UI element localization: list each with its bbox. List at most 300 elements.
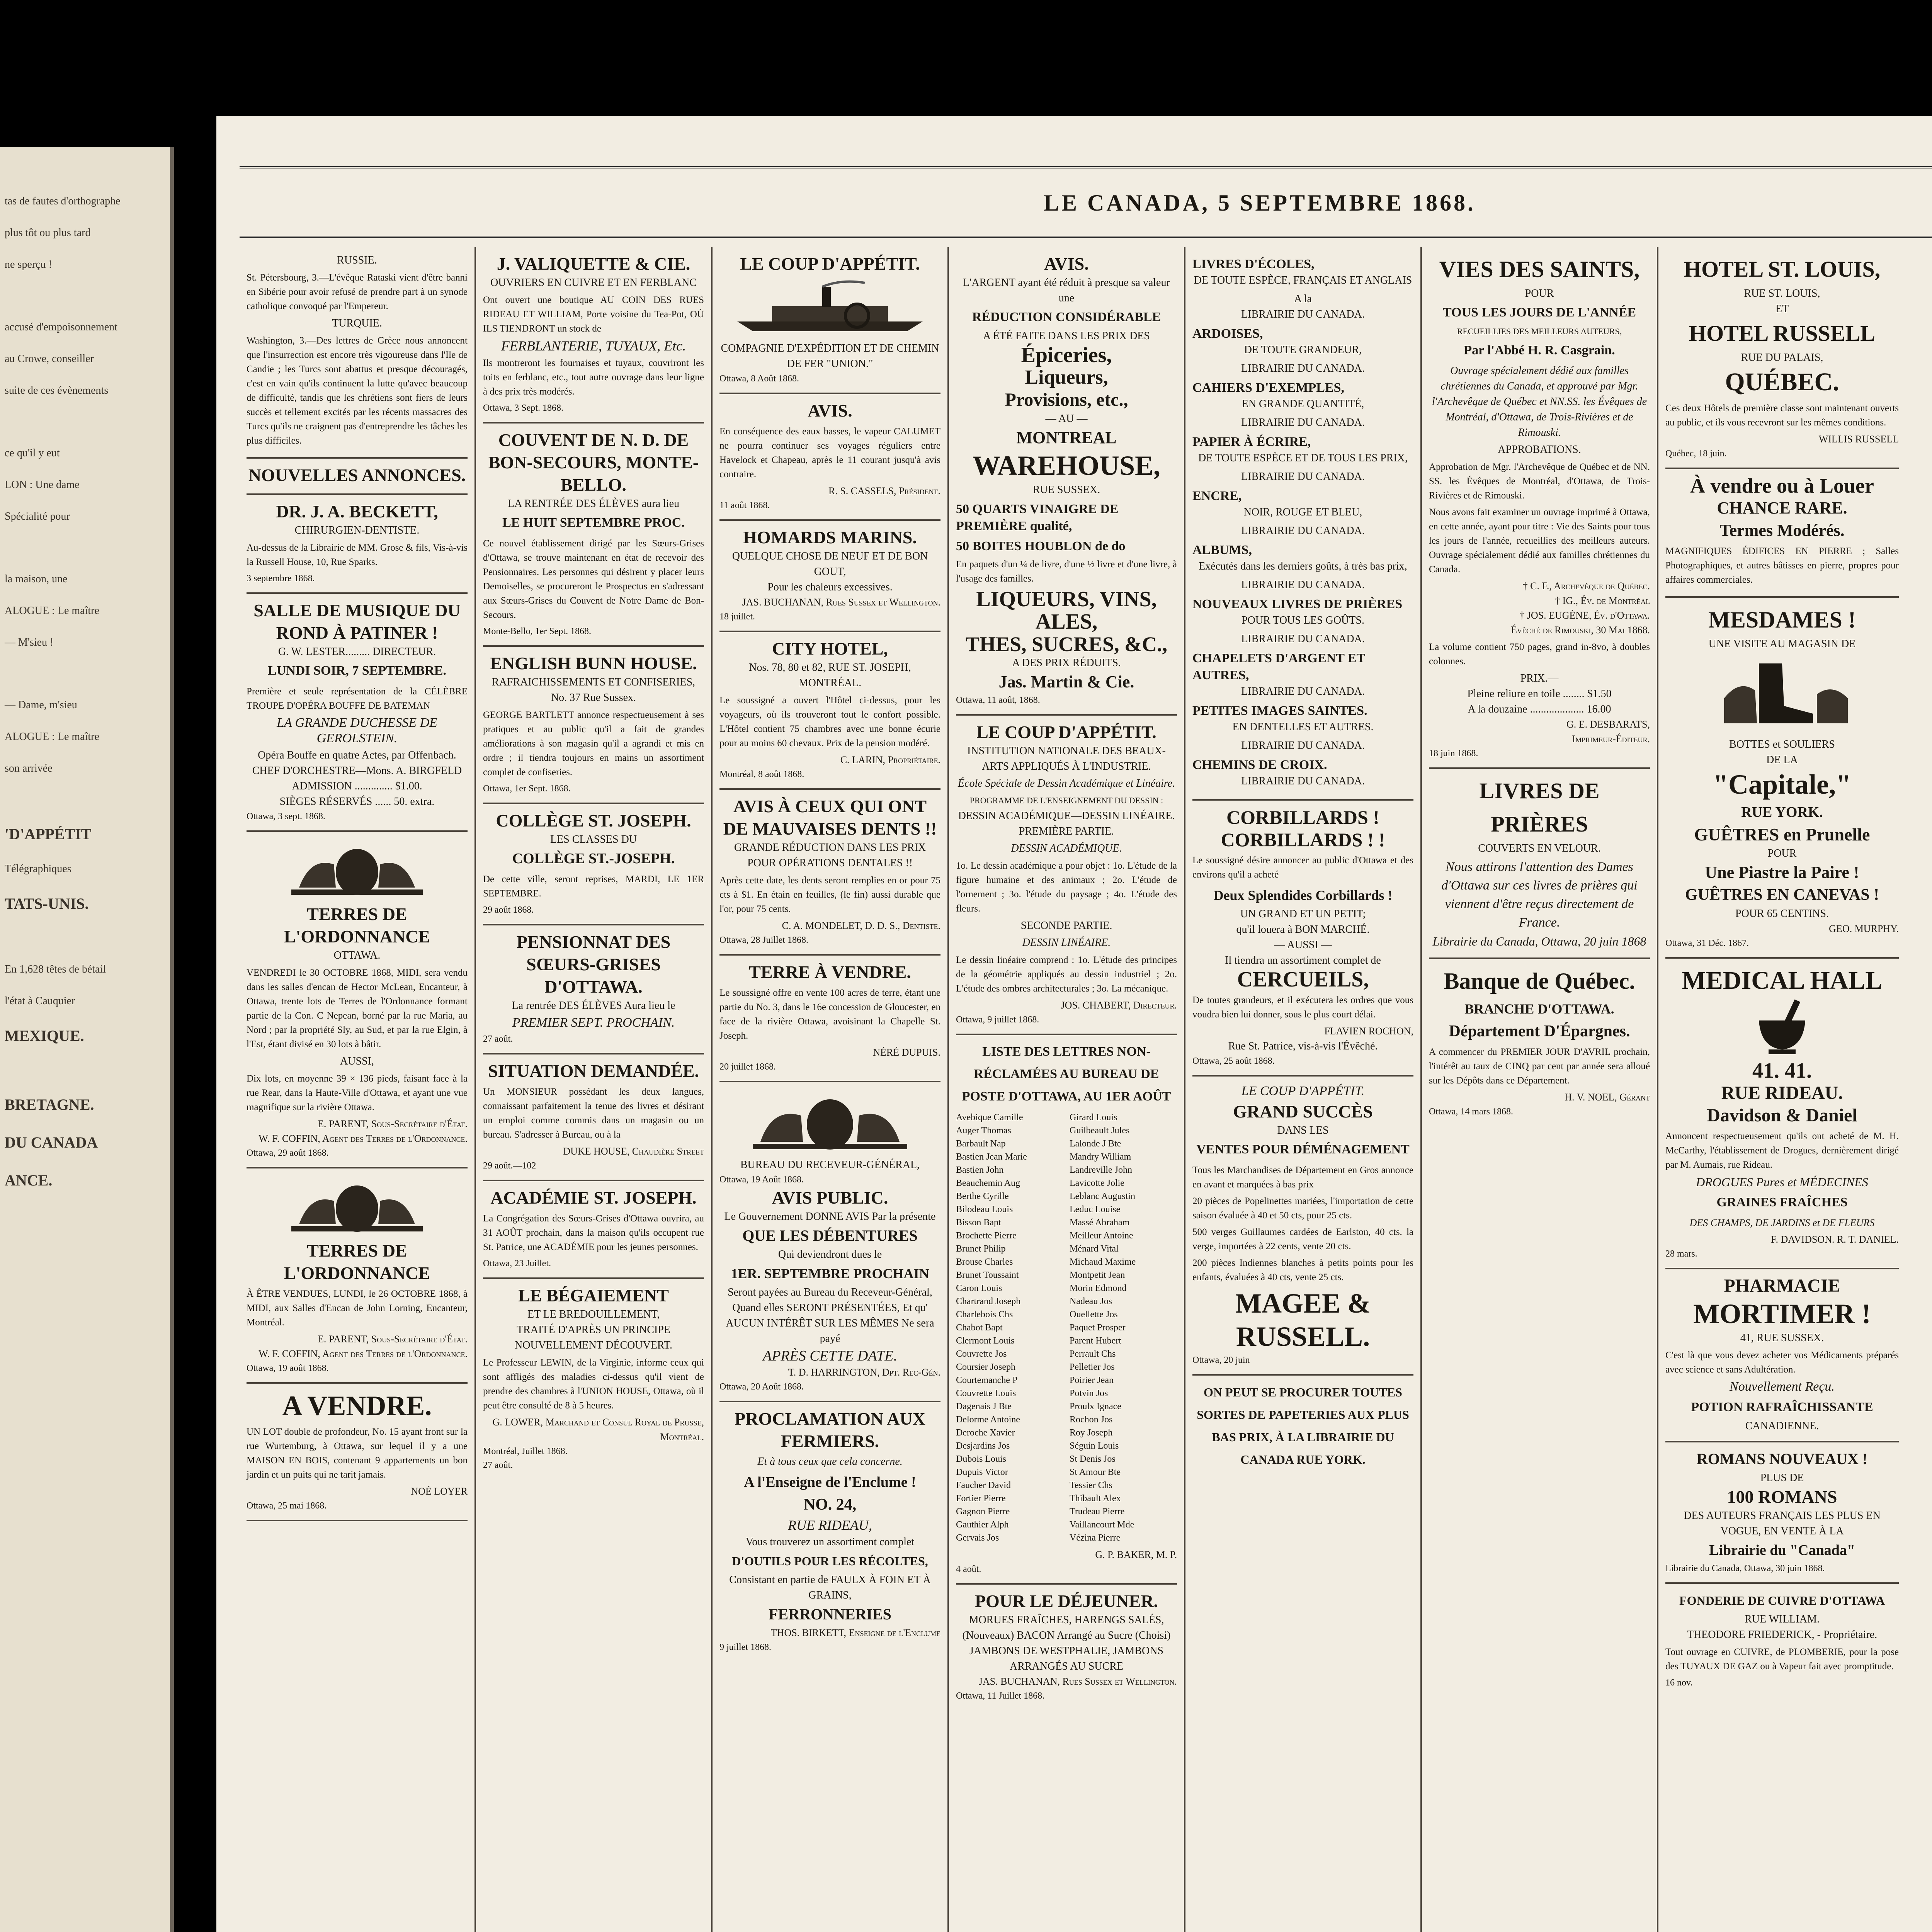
left-fragment-line: accusé d'empoisonnement bbox=[5, 321, 117, 333]
ad-date: 16 nov. bbox=[1665, 1678, 1693, 1688]
letter-name: Caron Louis bbox=[956, 1283, 1002, 1293]
letter-name: Ménard Vital bbox=[1070, 1244, 1119, 1254]
ad-text: A ÉTÉ FAITE DANS LES PRIX DES bbox=[983, 330, 1150, 342]
ad-prix: PRIX.— bbox=[1520, 672, 1559, 684]
ad-chef: CHEF D'ORCHESTRE—Mons. A. BIRGFELD bbox=[252, 765, 462, 777]
ad-subtitle: Et à tous ceux que cela concerne. bbox=[757, 1456, 903, 1468]
ad-title: CORBILLARDS ! CORBILLARDS ! ! bbox=[1221, 806, 1385, 850]
ad-capitale: "Capitale," bbox=[1713, 769, 1851, 800]
ad-text: DES AUTEURS FRANÇAIS LES PLUS EN VOGUE, EN VENTE À LA bbox=[1684, 1510, 1881, 1537]
news-russie bbox=[247, 247, 468, 459]
royal-crest-icon bbox=[276, 841, 438, 899]
ad-librairie: LIBRAIRIE DU CANADA. bbox=[1241, 633, 1365, 645]
ad-title: HOTEL RUSSELL bbox=[1689, 321, 1875, 346]
left-fragment-line: l'état à Cauquier bbox=[5, 995, 75, 1007]
left-page-fragment bbox=[0, 147, 174, 1932]
ad-subtitle: Nos. 78, 80 et 82, RUE ST. JOSEPH, MONTRÉAL. bbox=[749, 662, 911, 689]
ad-liqueurs: Liqueurs, bbox=[1025, 366, 1108, 388]
column-7 bbox=[1658, 247, 1906, 1932]
left-fragment-line: au Crowe, conseiller bbox=[5, 353, 94, 365]
ad-item-sub: Exécutés dans les derniers goûts, à très bas prix, bbox=[1199, 560, 1407, 572]
ad-signature: Imprimeur-Éditeur. bbox=[1572, 733, 1650, 745]
ad-terres-ordonnance bbox=[247, 832, 468, 1168]
ad-text: Tous les Marchandises de Département en Gros annonce en avant et marquées à bas prix bbox=[1192, 1165, 1413, 1190]
ad-part: PREMIÈRE PARTIE. bbox=[1019, 825, 1114, 837]
ad-title: MESDAMES ! bbox=[1708, 607, 1856, 633]
column-5 bbox=[1185, 247, 1422, 1932]
ad-title: À vendre ou à Louer bbox=[1690, 474, 1874, 497]
ad-title: LISTE DES LETTRES NON-RÉCLAMÉES AU BUREAU DE POSTE D'OTTAWA, AU 1ER AOÛT bbox=[962, 1044, 1171, 1104]
ad-text: Après cette date, les dents seront remplies en or pour 75 cts à $1. En étain en feuilles, (le fin) aussi durable que l'or, pour 75 cents. bbox=[719, 875, 940, 914]
ad-provisions: Provisions, etc., bbox=[1005, 389, 1128, 410]
ad-medical-hall bbox=[1665, 959, 1899, 1269]
section-header bbox=[247, 459, 468, 495]
ad-au: — AU — bbox=[1045, 413, 1088, 425]
ad-grand-succes-title: GRAND SUCCÈS bbox=[1233, 1102, 1373, 1121]
ad-bunn-house bbox=[483, 647, 704, 804]
ad-pour: POUR bbox=[1525, 287, 1554, 299]
ad-romans bbox=[1665, 1442, 1899, 1584]
ad-item: PETITES IMAGES SAINTES. bbox=[1192, 704, 1367, 718]
letter-name: Barbault Nap bbox=[956, 1139, 1006, 1149]
ad-text: Seront payées au Bureau du Receveur-Général, Quand elles SERONT PRÉSENTÉES, Et qu' AUCUN INTÉRÊT SUR LES MÊMES Ne sera payé bbox=[726, 1286, 934, 1345]
ad-reduction: RÉDUCTION CONSIDÉRABLE bbox=[972, 310, 1161, 324]
ad-rue: RUE WILLIAM. bbox=[1745, 1613, 1820, 1625]
ad-title: Banque de Québec. bbox=[1444, 968, 1635, 994]
ad-signature: C. A. MONDELET, D. D. S., Dentiste. bbox=[782, 920, 940, 931]
ad-thes: THES, SUCRES, &C., bbox=[965, 633, 1168, 656]
column-6 bbox=[1422, 247, 1658, 1932]
letter-name: Rochon Jos bbox=[1070, 1415, 1113, 1425]
ad-signature: † IG., Év. de Montréal bbox=[1555, 595, 1650, 606]
ad-begaiement bbox=[483, 1279, 704, 1479]
ad-potion: POTION RAFRAÎCHISSANTE bbox=[1691, 1400, 1873, 1414]
left-fragment-line: son arrivée bbox=[5, 762, 53, 774]
ad-author: Par l'Abbé H. R. Casgrain. bbox=[1464, 343, 1615, 357]
ad-title: CITY HOTEL, bbox=[772, 639, 888, 658]
ad-date: Ottawa, 1er Sept. 1868. bbox=[483, 784, 571, 794]
ad-text: En paquets d'un ¼ de livre, d'une ½ livre et d'une livre, à l'usage des familles. bbox=[956, 559, 1177, 584]
ad-signature: G. LOWER, Marchand et Consul Royal de Prusse, Montréal. bbox=[492, 1417, 704, 1442]
letter-name: Vézina Pierre bbox=[1070, 1533, 1121, 1543]
ad-item: 50 QUARTS VINAIGRE DE PREMIÈRE qualité, bbox=[956, 502, 1119, 533]
ad-item: 50 BOITES HOUBLON de do bbox=[956, 539, 1126, 553]
ad-text: UN LOT double de profondeur, No. 15 ayant front sur la rue Wurtemburg, à Ottawa, sur lequel il y a une MAISON EN BOIS, contenant 9 appartements un bon jardin et un puits qui ne tarit jamais. bbox=[247, 1427, 468, 1480]
ad-mortimer: MORTIMER ! bbox=[1693, 1298, 1871, 1329]
left-fragment-line: En 1,628 têtes de bétail bbox=[5, 963, 106, 975]
sale-item: 20 pièces de Popelinettes mariées, l'importation de cette saison évaluée à 40 et 50 cts, pour 25 cts. bbox=[1192, 1196, 1413, 1221]
ad-avis-public bbox=[719, 1082, 940, 1402]
letter-name: Leblanc Augustin bbox=[1070, 1191, 1135, 1201]
letter-name: Tessier Chs bbox=[1070, 1480, 1112, 1490]
ad-pharmacie-mortimer bbox=[1665, 1269, 1899, 1442]
ad-title: SALLE DE MUSIQUE DU ROND À PATINER ! bbox=[253, 600, 461, 643]
ad-subtitle: INSTITUTION NATIONALE DES BEAUX-ARTS APPLIQUÉS À L'INDUSTRIE. bbox=[967, 745, 1166, 772]
ad-text: Le dessin linéaire comprend : 1o. L'étude des principes de la géométrie appliqués au dessin industriel ; 2o. L'étude des ombres architecturales ; 3o. La mécanique. bbox=[956, 955, 1177, 994]
ad-librairie: LIBRAIRIE DU CANADA. bbox=[1241, 775, 1365, 787]
ad-rue-york: RUE YORK. bbox=[1741, 804, 1823, 820]
ad-signature: NÉRÉ DUPUIS. bbox=[873, 1047, 940, 1058]
ad-signature: GEO. MURPHY. bbox=[1829, 923, 1899, 934]
ad-canevas: GUÊTRES EN CANEVAS ! bbox=[1685, 886, 1879, 904]
ad-date: Ottawa, 3 Sept. 1868. bbox=[483, 403, 563, 413]
letter-name: Perrault Chs bbox=[1070, 1349, 1116, 1359]
ad-date: Montréal, 8 août 1868. bbox=[719, 769, 804, 779]
left-fragment-line: BRETAGNE. bbox=[5, 1096, 94, 1113]
letter-name: Landreville John bbox=[1070, 1165, 1132, 1175]
ad-title: LE COUP D'APPÉTIT. bbox=[740, 254, 920, 274]
letter-name: Beauchemin Aug bbox=[956, 1178, 1020, 1188]
ad-enclume: A l'Enseigne de l'Enclume ! bbox=[744, 1474, 916, 1490]
ad-text: En conséquence des eaux basses, le vapeur CALUMET ne pourra continuer ses voyages réguliers entre Havelock et Chapeau, après le 11 courant jusqu'à avis contraire. bbox=[719, 426, 940, 480]
ad-title: LE COUP D'APPÉTIT. bbox=[976, 722, 1156, 742]
news-title: TURQUIE. bbox=[332, 317, 382, 329]
ad-bottes: BOTTES et SOULIERS bbox=[1729, 738, 1835, 750]
letter-name: Nadeau Jos bbox=[1070, 1296, 1112, 1306]
ad-signature: THEODORE FRIEDERICK, - Propriétaire. bbox=[1687, 1629, 1878, 1641]
ad-date: Ottawa, 25 août 1868. bbox=[1192, 1056, 1275, 1066]
left-fragment-line: Spécialité pour bbox=[5, 510, 70, 522]
ad-a-vendre-louer bbox=[1665, 469, 1899, 598]
ad-text: C'est là que vous devez acheter vos Médicaments préparés avec science et sans Adultération. bbox=[1665, 1350, 1899, 1375]
ad-text: Opéra Bouffe en quatre Actes, par Offenbach. bbox=[258, 749, 456, 761]
letter-name: Paquet Prosper bbox=[1070, 1323, 1126, 1333]
letter-name: Bastien John bbox=[956, 1165, 1004, 1175]
ad-date: 29 août 1868. bbox=[483, 905, 534, 915]
ad-text: 1o. Le dessin académique a pour objet : 1o. L'étude de la figure humaine et des animaux ; 2o. L'étude de l'ornement ; 3o. l'étude du paysage ; 4o. L'étude des fleurs. bbox=[956, 861, 1177, 914]
ad-item-sub: EN GRANDE QUANTITÉ, bbox=[1242, 398, 1364, 410]
ad-hotel-st-louis bbox=[1665, 247, 1899, 469]
ad-item: LIVRES D'ÉCOLES, bbox=[1192, 257, 1315, 271]
ad-date: Ottawa, 25 mai 1868. bbox=[247, 1501, 327, 1511]
ad-termes: Termes Modérés. bbox=[1719, 521, 1845, 540]
letter-name: Poirier Jean bbox=[1070, 1375, 1114, 1385]
ad-librairie: LIBRAIRIE DU CANADA. bbox=[1241, 579, 1365, 591]
ad-text: Dix lots, en moyenne 39 × 136 pieds, faisant face à la rue Rear, dans la Haute-Ville d'Ottawa, et ayant une vue magnifique sur la rivière Ottawa. bbox=[247, 1073, 468, 1112]
ad-item: ARDOISES, bbox=[1192, 327, 1263, 341]
ad-text: Ont ouvert une boutique AU COIN DES RUES RIDEAU ET WILLIAM, Porte voisine du Tea-Pot, OÙ ILS TIENDRONT un stock de bbox=[483, 295, 704, 334]
ad-rue: RUE RIDEAU, bbox=[788, 1517, 872, 1533]
ad-date: Ottawa, 11 août, 1868. bbox=[956, 695, 1040, 705]
letter-name: St Amour Bte bbox=[1070, 1467, 1121, 1477]
letter-name: Brouse Charles bbox=[956, 1257, 1013, 1267]
ad-approbations: APPROBATIONS. bbox=[1498, 444, 1581, 456]
ad-price: Pleine reliure en toile ........ $1.50 bbox=[1467, 688, 1612, 700]
ad-centins: POUR 65 CENTINS. bbox=[1735, 908, 1829, 920]
ad-text: Le soussigné désire annoncer au public d'Ottawa et des environs qu'il a acheté bbox=[1192, 855, 1413, 880]
letter-name: Thibault Alex bbox=[1070, 1493, 1121, 1503]
ad-text: Ils montreront les fournaises et tuyaux, couvriront les toits en ferblanc, etc., tout autre ouvrage dans leur ligne à des prix très modérés. bbox=[483, 358, 704, 397]
ad-text: À ÊTRE VENDUES, LUNDI, le 26 OCTOBRE 1868, à MIDI, aux Salles d'Encan de John Lorning, Encanteur, Montréal. bbox=[247, 1289, 468, 1328]
letter-name: Parent Hubert bbox=[1070, 1336, 1121, 1346]
ad-vies-saints bbox=[1429, 247, 1650, 769]
sale-item: 200 pièces Indiennes blanches à petits points pour les enfants, évaluées à 40 cts, vente 25 cts. bbox=[1192, 1258, 1413, 1282]
ad-warehouse: WAREHOUSE, bbox=[972, 450, 1161, 481]
ad-couvent bbox=[483, 423, 704, 647]
letter-name: Mandry William bbox=[1070, 1152, 1131, 1162]
ad-text: VENDREDI le 30 OCTOBRE 1868, MIDI, sera vendu dans les salles d'encan de Hector McLean, Encanteur, à Ottawa, trente lots de Terres de l'Ordonnance formant partie de la Con. C Nepean, borné par la rue Maria, au Nord ; par la propriété Sly, au Sud, et par la rue Elgin, à l'Est, étant divisé en 30 lots à bâtir. bbox=[247, 968, 468, 1049]
ad-salle-musique bbox=[247, 594, 468, 832]
left-fragment-line: 'D'APPÉTIT bbox=[5, 825, 92, 843]
left-fragment-line: tas de fautes d'orthographe bbox=[5, 195, 121, 207]
letter-name: Auger Thomas bbox=[956, 1126, 1011, 1136]
letter-name: Faucher David bbox=[956, 1480, 1011, 1490]
ad-beaux-arts bbox=[956, 716, 1177, 1035]
left-fragment-line: ne sperçu ! bbox=[5, 259, 52, 270]
ad-title: PHARMACIE bbox=[1724, 1276, 1840, 1296]
ad-livres-prieres bbox=[1429, 769, 1650, 959]
ad-recueillies: RECUEILLIES DES MEILLEURS AUTEURS, bbox=[1457, 327, 1622, 336]
letter-name: Charlebois Chs bbox=[956, 1310, 1013, 1320]
ad-text: GEORGE BARTLETT annonce respectueusement à ses pratiques et au public qu'il a fait de grandes améliorations à son magasin qu'il a agrandi et mis en ordre ; il tiendra toujours en mains un assortiment complet de confiseries. bbox=[483, 710, 704, 777]
letter-name: Brunet Philip bbox=[956, 1244, 1006, 1254]
ad-number: 41. 41. bbox=[1752, 1059, 1812, 1083]
ad-papeteries bbox=[1192, 1376, 1413, 1478]
letter-name: Bastien Jean Marie bbox=[956, 1152, 1027, 1162]
ad-pensionnat bbox=[483, 925, 704, 1054]
column-2 bbox=[476, 247, 713, 1932]
mortar-pestle-icon bbox=[1751, 997, 1813, 1055]
ad-pour: POUR bbox=[1767, 847, 1797, 859]
ad-subtitle: La rentrée DES ÉLÈVES Aura lieu le bbox=[512, 1000, 675, 1012]
ad-programme: PROGRAMME DE L'ENSEIGNEMENT DU DESSIN : bbox=[969, 796, 1163, 805]
letter-name: Fortier Pierre bbox=[956, 1493, 1006, 1503]
ad-city-hotel bbox=[719, 632, 940, 790]
ad-terres-ordonnance-2 bbox=[247, 1168, 468, 1384]
ad-title: HOMARDS MARINS. bbox=[743, 527, 917, 547]
ad-text: Annoncent respectueusement qu'ils ont acheté de M. H. McCarthy, l'établissement de Drogues, dernièrement dirigé par M. Aumais, rue Rideau. bbox=[1665, 1131, 1899, 1170]
left-fragment-line: LON : Une dame bbox=[5, 479, 80, 491]
ad-epiceries: Épiceries, bbox=[1021, 343, 1112, 367]
ad-text: Au-dessus de la Librairie de MM. Grose & fils, Vis-à-vis la Russell House, 10, Rue Sparks. bbox=[247, 543, 468, 567]
ad-title: A VENDRE. bbox=[282, 1390, 432, 1421]
ad-text: Le Professeur LEWIN, de la Virginie, informe ceux qui sont affligés des maladies ci-dessus qu'il vient de prendre des chambres à l'UNION HOUSE, Ottawa, où il peut être consulté de 8 à 5 heures. bbox=[483, 1357, 704, 1411]
ad-proclamation bbox=[719, 1402, 940, 1661]
letter-name: Brunet Toussaint bbox=[956, 1270, 1019, 1280]
ad-text: Nous avons fait examiner un ouvrage imprimé à Ottawa, en cette année, ayant pour titre : Vie des Saints pour tous les jours de l'année, recueillies des meilleurs auteurs. Ouvrage spécialement dédié aux familles chrétiennes du Canada. bbox=[1429, 507, 1650, 575]
top-rule bbox=[240, 166, 1932, 168]
ad-goods: FERBLANTERIE, TUYAUX, Etc. bbox=[501, 338, 686, 354]
ad-item: ALBUMS, bbox=[1192, 543, 1252, 557]
ad-title: ROMANS NOUVEAUX ! bbox=[1696, 1450, 1868, 1468]
ad-signature: † C. F., Archevêque de Québec. bbox=[1522, 580, 1650, 592]
ad-date-big: LUNDI SOIR, 7 SEPTEMBRE. bbox=[268, 663, 446, 678]
ad-date: 28 mars. bbox=[1665, 1249, 1697, 1259]
ad-academie bbox=[483, 1181, 704, 1279]
letter-name: Delorme Antoine bbox=[956, 1415, 1020, 1425]
ad-visite: UNE VISITE AU MAGASIN DE bbox=[1708, 638, 1856, 650]
royal-crest-icon bbox=[733, 1092, 927, 1153]
ad-part: SECONDE PARTIE. bbox=[1020, 920, 1112, 932]
ad-cercueils: CERCUEILS, bbox=[1237, 968, 1369, 992]
masthead-rule bbox=[240, 236, 1932, 238]
ad-librairie: LIBRAIRIE DU CANADA. bbox=[1241, 417, 1365, 429]
ad-signature: Librairie du Canada, Ottawa, 20 juin 1868 bbox=[1432, 934, 1646, 948]
letter-name: St Denis Jos bbox=[1070, 1454, 1116, 1464]
ad-ventes: VENTES POUR DÉMÉNAGEMENT bbox=[1196, 1142, 1410, 1156]
ad-signature: JAS. BUCHANAN, Rues Sussex et Wellington. bbox=[978, 1676, 1177, 1687]
ad-title: AVIS. bbox=[1044, 254, 1089, 274]
ad-deux: Deux Splendides Corbillards ! bbox=[1213, 888, 1393, 903]
ad-place: OTTAWA. bbox=[333, 949, 381, 961]
sale-items-list bbox=[1192, 1194, 1413, 1284]
letter-name: Dubois Louis bbox=[956, 1454, 1007, 1464]
ad-title: ON PEUT SE PROCURER TOUTES SORTES DE PAPETERIES AUX PLUS BAS PRIX, À LA LIBRAIRIE DU CANADA RUE YORK. bbox=[1197, 1385, 1409, 1466]
letter-name: Leduc Louise bbox=[1070, 1204, 1121, 1214]
letter-name: Courtemanche P bbox=[956, 1375, 1018, 1385]
ad-a-la: A la bbox=[1294, 293, 1312, 305]
ad-date: 20 juillet 1868. bbox=[719, 1062, 776, 1072]
ad-date-big: PREMIER SEPT. PROCHAIN. bbox=[512, 1015, 675, 1030]
ad-subtitle: ET LE BREDOUILLEMENT, bbox=[527, 1308, 660, 1320]
news-text: St. Pétersbourg, 3.—L'évêque Rataski vient d'être banni en Sibérie pour avoir refusé de prendre part à un synode catholique convoqué par l'Empereur. bbox=[247, 272, 468, 311]
ad-mesdames bbox=[1665, 598, 1899, 959]
ad-signature: G. P. BAKER, M. P. bbox=[1095, 1549, 1177, 1560]
ad-opera: LA GRANDE DUCHESSE DE GEROLSTEIN. bbox=[277, 716, 437, 745]
ad-item-sub: EN DENTELLES ET AUTRES. bbox=[1232, 721, 1374, 733]
letter-name: Pelletier Jos bbox=[1070, 1362, 1115, 1372]
ad-text: A commencer du PREMIER JOUR D'AVRIL prochain, l'intérêt au taux de CINQ par cent par année sera alloué sur les Dépôts dans ce Département. bbox=[1429, 1047, 1650, 1086]
ad-address: 41, RUE SUSSEX. bbox=[1740, 1332, 1824, 1344]
news-title: RUSSIE. bbox=[337, 254, 377, 266]
ad-text: Tout ouvrage en CUIVRE, de PLOMBERIE, pour la pose des TUYAUX DE GAZ ou à Vapeur fait avec promptitude. bbox=[1665, 1647, 1899, 1672]
letter-name: Bisson Bapt bbox=[956, 1218, 1001, 1228]
ad-text: Première et seule représentation de la CÉLÈBRE TROUPE D'OPÉRA BOUFFE DE BATEMAN bbox=[247, 686, 468, 711]
letter-name: Girard Louis bbox=[1070, 1112, 1117, 1122]
letter-name: Couvrette Louis bbox=[956, 1388, 1016, 1398]
ad-rue: RUE RIDEAU. bbox=[1721, 1083, 1843, 1103]
ad-cent-romans: 100 ROMANS bbox=[1727, 1487, 1837, 1507]
ad-librairie: LIBRAIRIE DU CANADA. bbox=[1241, 308, 1365, 320]
ad-date: 3 septembre 1868. bbox=[247, 573, 315, 583]
ad-big: QUE LES DÉBENTURES bbox=[742, 1227, 918, 1244]
ad-date: Ottawa, 29 août 1868. bbox=[247, 1148, 329, 1158]
ad-signature: W. F. COFFIN, Agent des Terres de l'Ordonnance. bbox=[259, 1133, 468, 1144]
ad-subtitle: TOUS LES JOURS DE L'ANNÉE bbox=[1442, 305, 1636, 320]
ad-title: FONDERIE DE CUIVRE D'OTTAWA bbox=[1679, 1594, 1885, 1607]
letter-name: Gervais Jos bbox=[956, 1533, 999, 1543]
ad-title: COUVENT DE N. D. DE BON-SECOURS, MONTE-BELLO. bbox=[488, 430, 699, 495]
left-fragment-line: plus tôt ou plus tard bbox=[5, 227, 91, 239]
letter-name: Brochette Pierre bbox=[956, 1231, 1017, 1241]
ad-title: MEDICAL HALL bbox=[1682, 966, 1883, 995]
left-fragment-line: ce qu'il y eut bbox=[5, 447, 60, 459]
ad-text: UN GRAND ET UN PETIT; bbox=[1240, 908, 1366, 920]
letter-name: Gagnon Pierre bbox=[956, 1507, 1010, 1517]
ad-quebec: QUÉBEC. bbox=[1725, 368, 1839, 396]
ad-graines: GRAINES FRAÎCHES bbox=[1716, 1195, 1848, 1209]
ad-subtitle: LA RENTRÉE DES ÉLÈVES aura lieu bbox=[507, 498, 680, 510]
ad-librairie: LIBRAIRIE DU CANADA. bbox=[1241, 362, 1365, 374]
ad-text: Le Gouvernement DONNE AVIS Par la présente bbox=[724, 1211, 936, 1223]
ad-item-sub: DE TOUTE ESPÈCE ET DE TOUS LES PRIX, bbox=[1198, 452, 1408, 464]
ad-price: SIÈGES RÉSERVÉS ...... 50. extra. bbox=[279, 796, 435, 808]
ad-librairie: LIBRAIRIE DU CANADA. bbox=[1241, 471, 1365, 483]
letter-name: Massé Abraham bbox=[1070, 1218, 1130, 1228]
ad-title: DR. J. A. BECKETT, bbox=[276, 502, 438, 521]
ad-text: Consistant en partie de FAULX À FOIN ET À GRAINS, bbox=[729, 1574, 931, 1601]
left-fragment-line: suite de ces évènements bbox=[5, 384, 109, 396]
ad-branche: BRANCHE D'OTTAWA. bbox=[1464, 1001, 1614, 1017]
left-fragment-line: la maison, une bbox=[5, 573, 68, 585]
ad-terre-vendre bbox=[719, 956, 940, 1082]
ad-ecole: École Spéciale de Dessin Académique et Linéaire. bbox=[957, 777, 1175, 789]
ad-dessin-lin: DESSIN LINÉAIRE. bbox=[1022, 937, 1111, 949]
ad-et: ET bbox=[1775, 303, 1789, 315]
letter-name: Chabot Bapt bbox=[956, 1323, 1003, 1333]
ad-text: MORUES FRAÎCHES, HARENGS SALÉS, (Nouveaux) BACON Arrangé au Sucre (Choisi) JAMBONS DE WESTPHALIE, JAMBONS ARRANGÉS AU SUCRE bbox=[962, 1614, 1171, 1672]
letter-name: Vaillancourt Mde bbox=[1070, 1520, 1134, 1530]
letter-name: Clermont Louis bbox=[956, 1336, 1015, 1346]
ad-item: CHEMINS DE CROIX. bbox=[1192, 758, 1327, 772]
ad-date: Librairie du Canada, Ottawa, 30 juin 1868. bbox=[1665, 1563, 1825, 1573]
ad-item-sub: POUR TOUS LES GOÛTS. bbox=[1242, 614, 1364, 626]
ad-title: LE BÉGAIEMENT bbox=[518, 1286, 669, 1305]
ad-college-name: COLLÈGE ST.-JOSEPH. bbox=[512, 850, 675, 867]
ad-montreal-warehouse bbox=[956, 247, 1177, 716]
ad-title: SITUATION DEMANDÉE. bbox=[488, 1061, 699, 1081]
letter-name: Séguin Louis bbox=[1070, 1441, 1119, 1451]
ad-date: Ottawa, 31 Déc. 1867. bbox=[1665, 938, 1749, 948]
ad-ferronneries: FERRONNERIES bbox=[769, 1605, 891, 1623]
ad-text: Ouvrage spécialement dédié aux familles chrétiennes du Canada, et approuvé par Mgr. l'Archevêque de Québec et NN.SS. les Évêques de Montréal, d'Ottawa, de Trois-Rivières et de Rimouski. bbox=[1432, 365, 1647, 439]
ad-title: PROCLAMATION AUX FERMIERS. bbox=[735, 1409, 925, 1451]
ad-signature: R. S. CASSELS, Président. bbox=[828, 485, 940, 497]
ad-date: 29 août.—102 bbox=[483, 1161, 536, 1171]
ad-date: 27 août. bbox=[483, 1034, 513, 1044]
ad-text: La Congrégation des Sœurs-Grises d'Ottawa ouvrira, au 31 AOÛT prochain, dans la maison qu'ils occupent rue St. Patrice, une ACADÉMIE pour les jeunes personnes. bbox=[483, 1213, 704, 1252]
letter-name: Trudeau Pierre bbox=[1070, 1507, 1125, 1517]
ad-text: MAGNIFIQUES ÉDIFICES EN PIERRE ; Salles Photographiques, et autres bâtisses en pierre, propres pour affaires commerciales. bbox=[1665, 546, 1899, 585]
ad-signature: DUKE HOUSE, Chaudière Street bbox=[563, 1146, 704, 1157]
ad-drogues: DROGUES Pures et MÉDECINES bbox=[1696, 1175, 1868, 1189]
ad-text: qu'il louera à BON MARCHÉ. bbox=[1236, 923, 1370, 935]
ad-plus-de: PLUS DE bbox=[1760, 1472, 1804, 1484]
ad-librairie: LIBRAIRIE DU CANADA. bbox=[1241, 740, 1365, 752]
ad-martin: Jas. Martin & Cie. bbox=[998, 672, 1134, 691]
letter-name: Dagenais J Bte bbox=[956, 1401, 1012, 1412]
ad-liqueurs-vins: LIQUEURS, VINS, bbox=[976, 587, 1157, 611]
ad-date: Ottawa, 11 Juillet 1868. bbox=[956, 1691, 1045, 1701]
ad-date: Ottawa, 28 Juillet 1868. bbox=[719, 935, 808, 945]
ad-date: Ottawa, 9 juillet 1868. bbox=[956, 1015, 1039, 1025]
ad-title: ENGLISH BUNN HOUSE. bbox=[490, 653, 697, 673]
letter-name: Proulx Ignace bbox=[1070, 1401, 1121, 1412]
column-1 bbox=[240, 247, 476, 1932]
ad-signature: WILLIS RUSSELL bbox=[1818, 434, 1899, 445]
letter-name: Roy Joseph bbox=[1070, 1428, 1113, 1438]
ad-outils: D'OUTILS POUR LES RÉCOLTES, bbox=[732, 1554, 928, 1568]
ad-librairie-canada bbox=[1192, 247, 1413, 801]
ad-banque-quebec bbox=[1429, 959, 1650, 1126]
ad-big: APRÈS CETTE DATE. bbox=[763, 1348, 897, 1364]
ad-signature: E. PARENT, Sous-Secrétaire d'État. bbox=[318, 1118, 468, 1129]
ad-director: G. W. LESTER......... DIRECTEUR. bbox=[278, 646, 436, 658]
ad-subtitle: COUVERTS EN VELOUR. bbox=[1478, 842, 1601, 854]
ad-text: Un MONSIEUR possédant les deux langues, connaissant parfaitement la tenue des livres et désirant un emploi comme commis dans un magasin ou un bureau. S'adresser à Bureau, ou à la bbox=[483, 1087, 704, 1140]
left-fragment-line: — M'sieu ! bbox=[5, 636, 54, 648]
ad-item-sub: DE TOUTE ESPÈCE, FRANÇAIS ET ANGLAIS bbox=[1194, 274, 1412, 286]
ad-text: L'ARGENT ayant été réduit à presque sa valeur une bbox=[963, 277, 1170, 304]
ad-avis-calumet bbox=[719, 394, 940, 521]
ad-price: ADMISSION .............. $1.00. bbox=[292, 780, 422, 792]
ad-rue: RUE ST. LOUIS, bbox=[1744, 287, 1820, 299]
masthead: LE CANADA, 5 SEPTEMBRE 1868. bbox=[1043, 190, 1476, 216]
ad-signature: E. PARENT, Sous-Secrétaire d'État. bbox=[318, 1333, 468, 1345]
sale-item: 500 verges Guillaumes cardées de Earlston, 40 cts. la verge, importées à 22 cents, vente 20 cts. bbox=[1192, 1227, 1413, 1252]
ad-davidson: Davidson & Daniel bbox=[1707, 1105, 1857, 1126]
ad-item-sub: NOIR, ROUGE ET BLEU, bbox=[1243, 506, 1362, 518]
